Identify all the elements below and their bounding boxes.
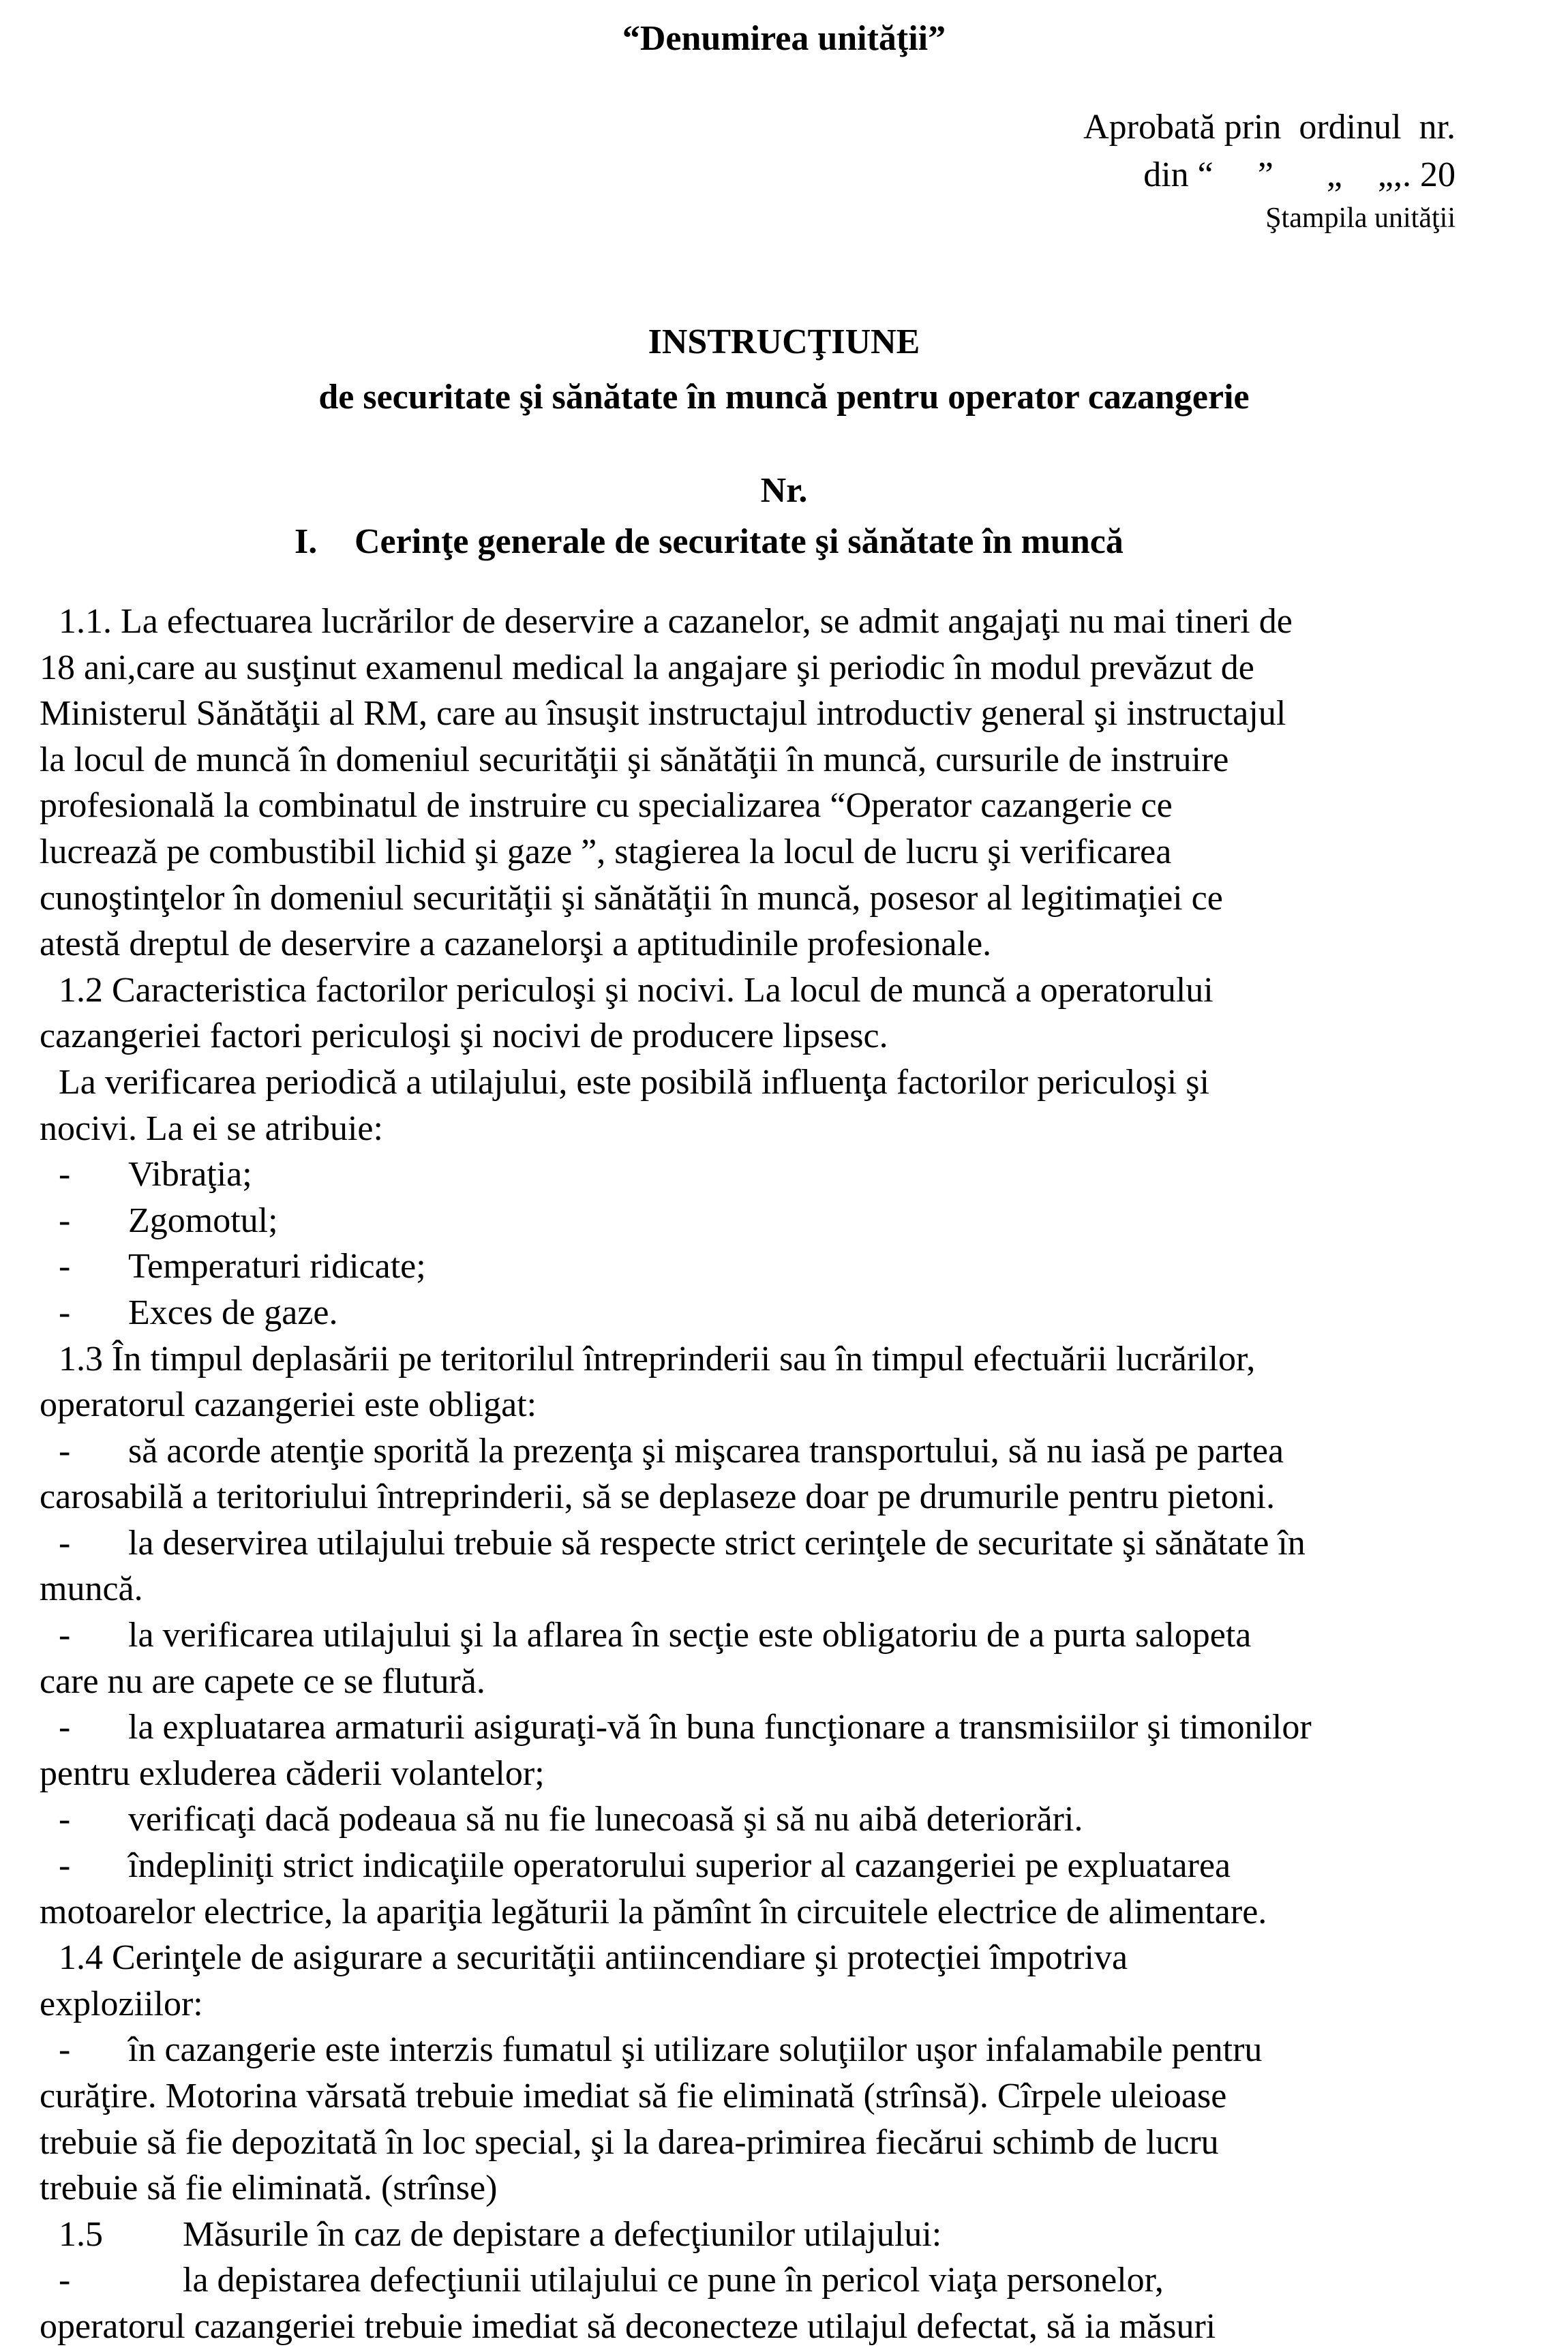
list-dash: -	[59, 1293, 71, 1332]
list-item: - la expluatarea armaturii asiguraţi-vă în buna funcţionare a transmisiilor şi timonilor	[40, 1704, 1539, 1751]
list-dash: -	[59, 1201, 71, 1240]
document-number: Nr.	[760, 471, 808, 510]
list-item: - la depistarea defecţiunii utilajului ce pune în pericol viaţa personelor,	[40, 2257, 1539, 2304]
paragraph-line: Ministerul Sănătăţii al RM, care au însuşit instructajul introductiv general şi instructajul	[40, 694, 1286, 734]
stamp-label: Ştampila unităţii	[1265, 202, 1456, 234]
list-item-continuation: trebuie să fie depozitată în loc special, şi la darea-primirea fiecărui schimb de lucru	[40, 2122, 1219, 2162]
list-item-continuation: curăţire. Motorina vărsată trebuie imediat să fie eliminată (strînsă). Cîrpele uleioase	[40, 2077, 1227, 2115]
list-item: - îndepliniţi strict indicaţiile operatorului superior al cazangeriei pe expluatarea	[40, 1843, 1539, 1889]
list-item-continuation: carosabilă a teritoriului întreprinderii, să se deplaseze doar pe drumurile pentru pietoni.	[40, 1477, 1276, 1517]
clause-title: Măsurile în caz de depistare a defecţiunilor utilajului:	[183, 2214, 942, 2254]
list-item: - Zgomotul;	[40, 1198, 1539, 1244]
section-title: Cerinţe generale de securitate şi sănătate în muncă	[355, 522, 1124, 561]
list-dash: -	[59, 1800, 71, 1839]
list-dash: -	[59, 1523, 71, 1563]
paragraph-line: 1.1. La efectuarea lucrărilor de deservire a cazanelor, se admit angajaţi nu mai tineri de	[59, 602, 1293, 641]
list-item: - în cazangerie este interzis fumatul şi utilizare soluţiilor uşor infalamabile pentru	[40, 2027, 1539, 2073]
paragraph-line: atestă dreptul de deservire a cazanelorşi a aptitudinile profesionale.	[40, 924, 992, 964]
paragraph-line: lucrează pe combustibil lichid şi gaze ”, stagierea la locul de lucru şi verificarea	[40, 832, 1172, 871]
list-item: - să acorde atenţie sporită la prezenţa şi mişcarea transportului, să nu iasă pe partea	[40, 1428, 1539, 1475]
list-dash: -	[59, 1846, 71, 1886]
paragraph-line: la locul de muncă în domeniul securităţii şi sănătăţii în muncă, cursurile de instruire	[40, 740, 1229, 779]
approval-block	[1083, 104, 1456, 237]
list-dash: -	[59, 1431, 71, 1471]
list-item: - la deservirea utilajului trebuie să respecte strict cerinţele de securitate şi sănătate în	[40, 1520, 1539, 1567]
paragraph-line: 1.2 Caracteristica factorilor periculoşi şi nocivi. La locul de muncă a operatorului	[59, 970, 1213, 1010]
list-item: - Temperaturi ridicate;	[40, 1244, 1539, 1290]
paragraph-line	[40, 2212, 1539, 2258]
paragraph-line: 1.3 În timpul deplasării pe teritorilul întreprinderii sau în timpul efectuării lucrărilor,	[59, 1339, 1256, 1379]
paragraph-line: nocivi. La ei se atribuie:	[40, 1109, 383, 1148]
paragraph-line: La verificarea periodică a utilajului, este posibilă influenţa factorilor periculoşi şi	[59, 1062, 1209, 1102]
list-item-continuation: care nu are capete ce se flutură.	[40, 1661, 485, 1701]
list-item-continuation: trebuie să fie eliminată. (strînse)	[40, 2169, 498, 2208]
list-dash: -	[59, 1247, 71, 1286]
paragraph-line: operatorul cazangeriei este obligat:	[40, 1385, 537, 1425]
paragraph-line: cazangeriei factori periculoşi şi nocivi de producere lipsesc.	[40, 1016, 888, 1056]
list-item-continuation: motoarelor electrice, la apariţia legăturii la pămînt în circuitele electrice de alimentare.	[40, 1892, 1267, 1931]
paragraph-line: cunoştinţelor în domeniul securităţii şi sănătăţii în muncă, posesor al legitimaţiei ce	[40, 878, 1223, 918]
list-dash: -	[59, 1708, 71, 1747]
list-item: - la verificarea utilajului şi la aflarea în secţie este obligatoriu de a purta salopeta	[40, 1612, 1539, 1659]
list-dash: -	[59, 2030, 71, 2070]
approval-line: Aprobată prin ordinul nr.	[1083, 108, 1456, 147]
paragraph-line: exploziilor:	[40, 1984, 203, 2023]
list-dash: -	[59, 1616, 71, 1655]
list-item: - verificaţi dacă podeaua să nu fie lunecoasă şi să nu aibă deteriorări.	[40, 1796, 1539, 1843]
document-subtitle: de securitate şi sănătate în muncă pentru operator cazangerie	[318, 378, 1250, 417]
list-item: - Vibraţia;	[40, 1151, 1539, 1198]
paragraph-line: profesională la combinatul de instruire cu specializarea “Operator cazangerie ce	[40, 786, 1173, 826]
list-item-continuation: operatorul cazangeriei trebuie imediat să deconecteze utilajul defectat, să ia măsuri	[40, 2306, 1216, 2346]
list-dash: -	[59, 2261, 71, 2300]
list-item: - Exces de gaze.	[40, 1290, 1539, 1336]
section-heading	[295, 518, 1124, 566]
clause-number: 1.5	[59, 2214, 103, 2254]
date-line: din “ ” „ „,. 20	[1143, 155, 1456, 194]
section-number: I.	[295, 522, 318, 561]
body-text	[40, 599, 1539, 2350]
list-item-continuation: pentru exluderea căderii volantelor;	[40, 1753, 545, 1793]
list-dash: -	[59, 1155, 71, 1194]
paragraph-line: 1.4 Cerinţele de asigurare a securităţii antiincendiare şi protecţiei împotriva	[59, 1938, 1128, 1978]
unit-name: “Denumirea unităţii”	[622, 19, 946, 58]
list-item-continuation: muncă.	[40, 1569, 143, 1609]
document-title: INSTRUCŢIUNE	[648, 322, 920, 361]
paragraph-line: 18 ani,care au susţinut examenul medical la angajare şi periodic în modul prevăzut de	[40, 648, 1254, 687]
